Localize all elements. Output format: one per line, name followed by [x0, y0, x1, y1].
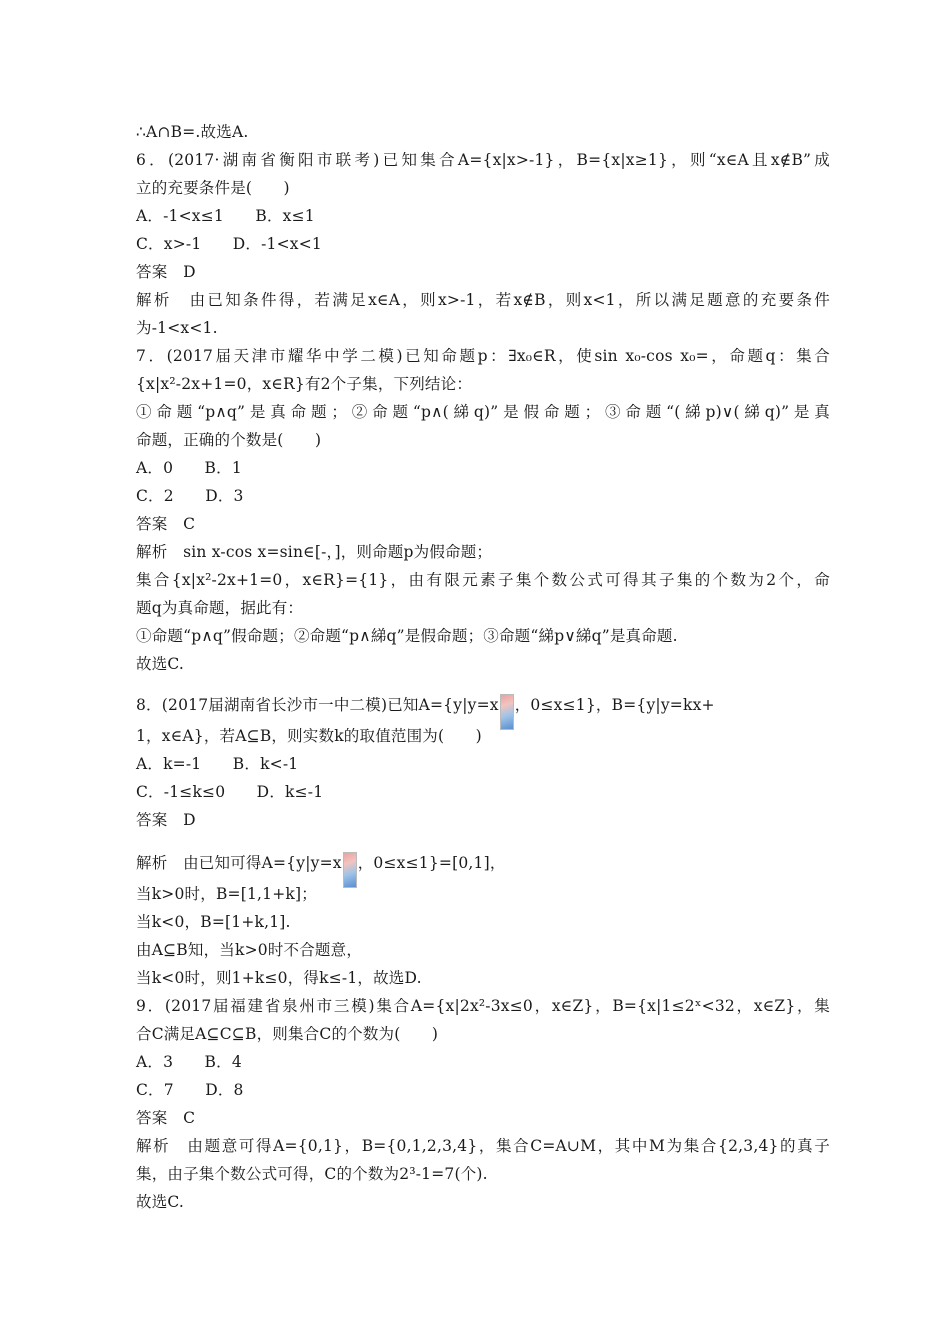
- question-8-options-ab: A．k=-1 B．k<-1: [136, 755, 299, 773]
- text-line: ∴A∩B=.故选A.: [136, 123, 249, 141]
- question-8-analysis-part1: 解析 由已知可得A={y|y=x: [136, 854, 342, 872]
- question-7-answer: 答案 C: [136, 515, 196, 533]
- question-8-analysis-4: 由A⊆B知，当k>0时不合题意，: [136, 941, 363, 959]
- question-9-stem: 9．(2017届福建省泉州市三模)集合A={x|2x²-3x≤0，x∈Z}，B={x|1≤2ˣ<32，x∈Z}，集: [136, 997, 830, 1015]
- question-6-answer: 答案 D: [136, 263, 196, 281]
- question-8-stem-cont: 1，x∈A}，若A⊆B，则实数k的取值范围为( ): [136, 727, 482, 745]
- question-6-options-ab: A．-1<x≤1 B．x≤1: [136, 207, 315, 225]
- question-8-analysis: [136, 846, 830, 882]
- question-7-analysis: 解析 sin x-cos x=sin∈[-，]，则命题p为假命题；: [136, 543, 493, 561]
- question-9-options-cd: C．7 D．8: [136, 1081, 244, 1099]
- question-7-statements: ①命题“p∧q”是真命题；②命题“p∧(綈q)”是假命题；③命题“(綈p)∨(綈q)”是真: [136, 403, 830, 421]
- question-7-analysis-3: 题q为真命题，据此有：: [136, 599, 304, 617]
- question-9-stem-cont: 合C满足A⊆C⊆B，则集合C的个数为( ): [136, 1025, 439, 1043]
- question-7-analysis-2: 集合{x|x²-2x+1=0，x∈R}={1}，由有限元素子集个数公式可得其子集的个数为2个，命: [136, 571, 830, 589]
- question-7-analysis-4: ①命题“p∧q”假命题；②命题“p∧綈q”是假命题；③命题“綈p∨綈q”是真命题.: [136, 627, 678, 645]
- question-8-analysis-3: 当k<0，B=[1+k,1].: [136, 913, 291, 931]
- question-7-conclusion: 故选C.: [136, 655, 185, 673]
- question-8-answer: 答案 D: [136, 811, 196, 829]
- question-6-analysis-cont: 为-1<x<1.: [136, 319, 218, 337]
- question-8-stem-part2: ，0≤x≤1}，B={y|y=kx+: [514, 696, 715, 714]
- question-9-conclusion: 故选C.: [136, 1193, 185, 1211]
- question-9-answer: 答案 C: [136, 1109, 196, 1127]
- question-6-options-cd: C．x>-1 D．-1<x<1: [136, 235, 322, 253]
- question-8-options-cd: C．-1≤k≤0 D．k≤-1: [136, 783, 324, 801]
- question-8-stem-part1: 8．(2017届湖南省长沙市一中二模)已知A={y|y=x: [136, 696, 499, 714]
- question-8-stem: [136, 688, 830, 724]
- question-9-options-ab: A．3 B．4: [136, 1053, 242, 1071]
- question-7-stem: 7．(2017届天津市耀华中学二模)已知命题p：∃x₀∈R，使sin x₀-cos x₀=，命题q：集合: [136, 347, 830, 365]
- question-8-analysis-part2: ，0≤x≤1}=[0,1]，: [357, 854, 506, 872]
- question-8-analysis-5: 当k<0时，则1+k≤0，得k≤-1，故选D.: [136, 969, 422, 987]
- question-7-statements-cont: 命题，正确的个数是( ): [136, 431, 322, 449]
- question-9-analysis: 解析 由题意可得A={0,1}，B={0,1,2,3,4}，集合C=A∪M，其中M为集合{2,3,4}的真子: [136, 1137, 830, 1155]
- question-7-options-cd: C．2 D．3: [136, 487, 244, 505]
- question-7-stem-cont: {x|x²-2x+1=0，x∈R}有2个子集，下列结论：: [136, 375, 473, 393]
- question-6-analysis: 解析 由已知条件得，若满足x∈A，则x>-1，若x∉B，则x<1，所以满足题意的充要条件: [136, 291, 830, 309]
- formula-image: [500, 694, 514, 730]
- question-7-options-ab: A．0 B．1: [136, 459, 242, 477]
- question-9-analysis-2: 集，由子集个数公式可得，C的个数为2³-1=7(个).: [136, 1165, 488, 1183]
- question-8-analysis-2: 当k>0时，B=[1,1+k]；: [136, 885, 317, 903]
- question-6-stem: 6．(2017·湖南省衡阳市联考)已知集合A={x|x>-1}，B={x|x≥1}，则“x∈A且x∉B”成: [136, 151, 830, 169]
- formula-image: [343, 852, 357, 888]
- question-6-stem-cont: 立的充要条件是( ): [136, 179, 290, 197]
